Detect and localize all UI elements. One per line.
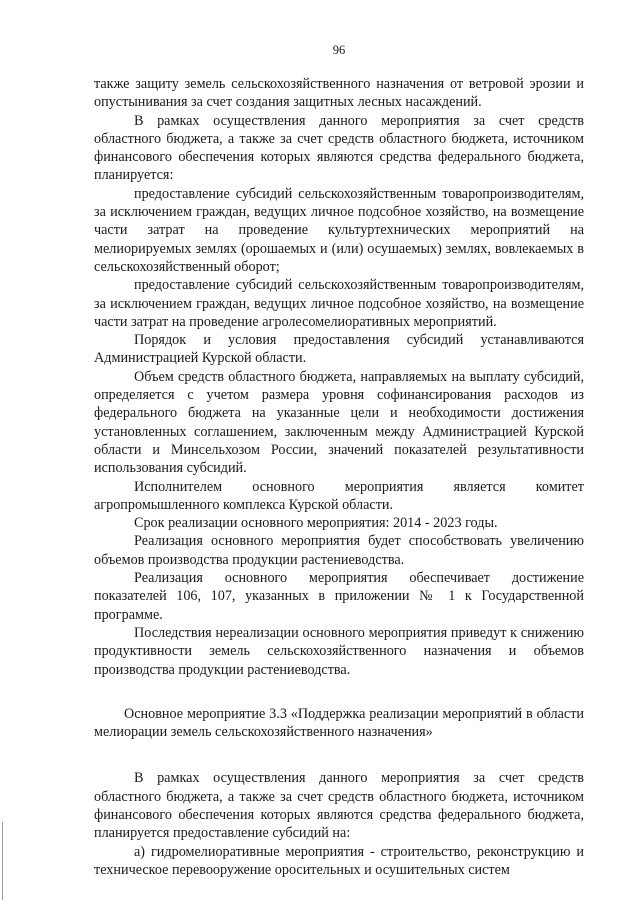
paragraph: В рамках осуществления данного мероприятия за счет средств областного бюджета, а также за счет средств областного бюджета, источником финансового обеспечения которых являются средства федерального бюджета, планируется: [94, 112, 584, 184]
page-number: 96 [332, 43, 346, 57]
paragraph: Исполнителем основного мероприятия является комитет агропромышленного комплекса Курской области. [94, 478, 584, 513]
section-heading: Основное мероприятие 3.3 «Поддержка реализации мероприятий в области мелиорации земель сельскохозяйственного назначения» [94, 705, 584, 741]
scan-margin-line [2, 822, 3, 900]
document-body [94, 75, 584, 879]
paragraph: Реализация основного мероприятия будет способствовать увеличению объемов производства продукции растениеводства. [94, 533, 584, 568]
list-item: предоставление субсидий сельскохозяйственным товаропроизводителям, за исключением граждан, ведущих личное подсобное хозяйство, на возмещение части затрат на проведение агролесомелиоративных мероприятий. [94, 277, 584, 330]
list-item: а) гидромелиоративные мероприятия - строительство, реконструкцию и техническое перевооружение оросительных и осушительных систем [94, 843, 584, 878]
paragraph: Последствия нереализации основного мероприятия приведут к снижению продуктивности земель сельскохозяйственного назначения и объемов производства продукции растениеводства. [94, 624, 584, 678]
paragraph: Срок реализации основного мероприятия: 2014 - 2023 годы. [134, 515, 498, 532]
list-item: предоставление субсидий сельскохозяйственным товаропроизводителям, за исключением граждан, ведущих личное подсобное хозяйство, на возмещение части затрат на проведение культуртехнических мероприятий на мелиорируемых землях (орошаемых и (или) осушаемых) землях, вовлекаемых в сельскохозяйственный оборот; [94, 185, 584, 275]
paragraph: Порядок и условия предоставления субсидий устанавливаются Администрацией Курской области. [94, 332, 584, 367]
paragraph: Реализация основного мероприятия обеспечивает достижение показателей 106, 107, указанных в приложении № 1 к Государственной программе. [94, 570, 584, 623]
paragraph: В рамках осуществления данного мероприятия за счет средств областного бюджета, а также за счет средств областного бюджета, источником финансового обеспечения которых являются средства федерального бюджета, планируется предоставление субсидий на: [94, 770, 584, 842]
paragraph-continuation: также защиту земель сельскохозяйственного назначения от ветровой эрозии и опустынивания за счет создания защитных лесных насаждений. [94, 76, 584, 111]
paragraph: Объем средств областного бюджета, направляемых на выплату субсидий, определяется с учетом размера уровня софинансирования расходов из федерального бюджета на указанные цели и необходимости достижения установленных соглашением, заключенным между Администрацией Курской области и Минсельхозом России, значений показателей результативности использования субсидий. [94, 368, 584, 477]
